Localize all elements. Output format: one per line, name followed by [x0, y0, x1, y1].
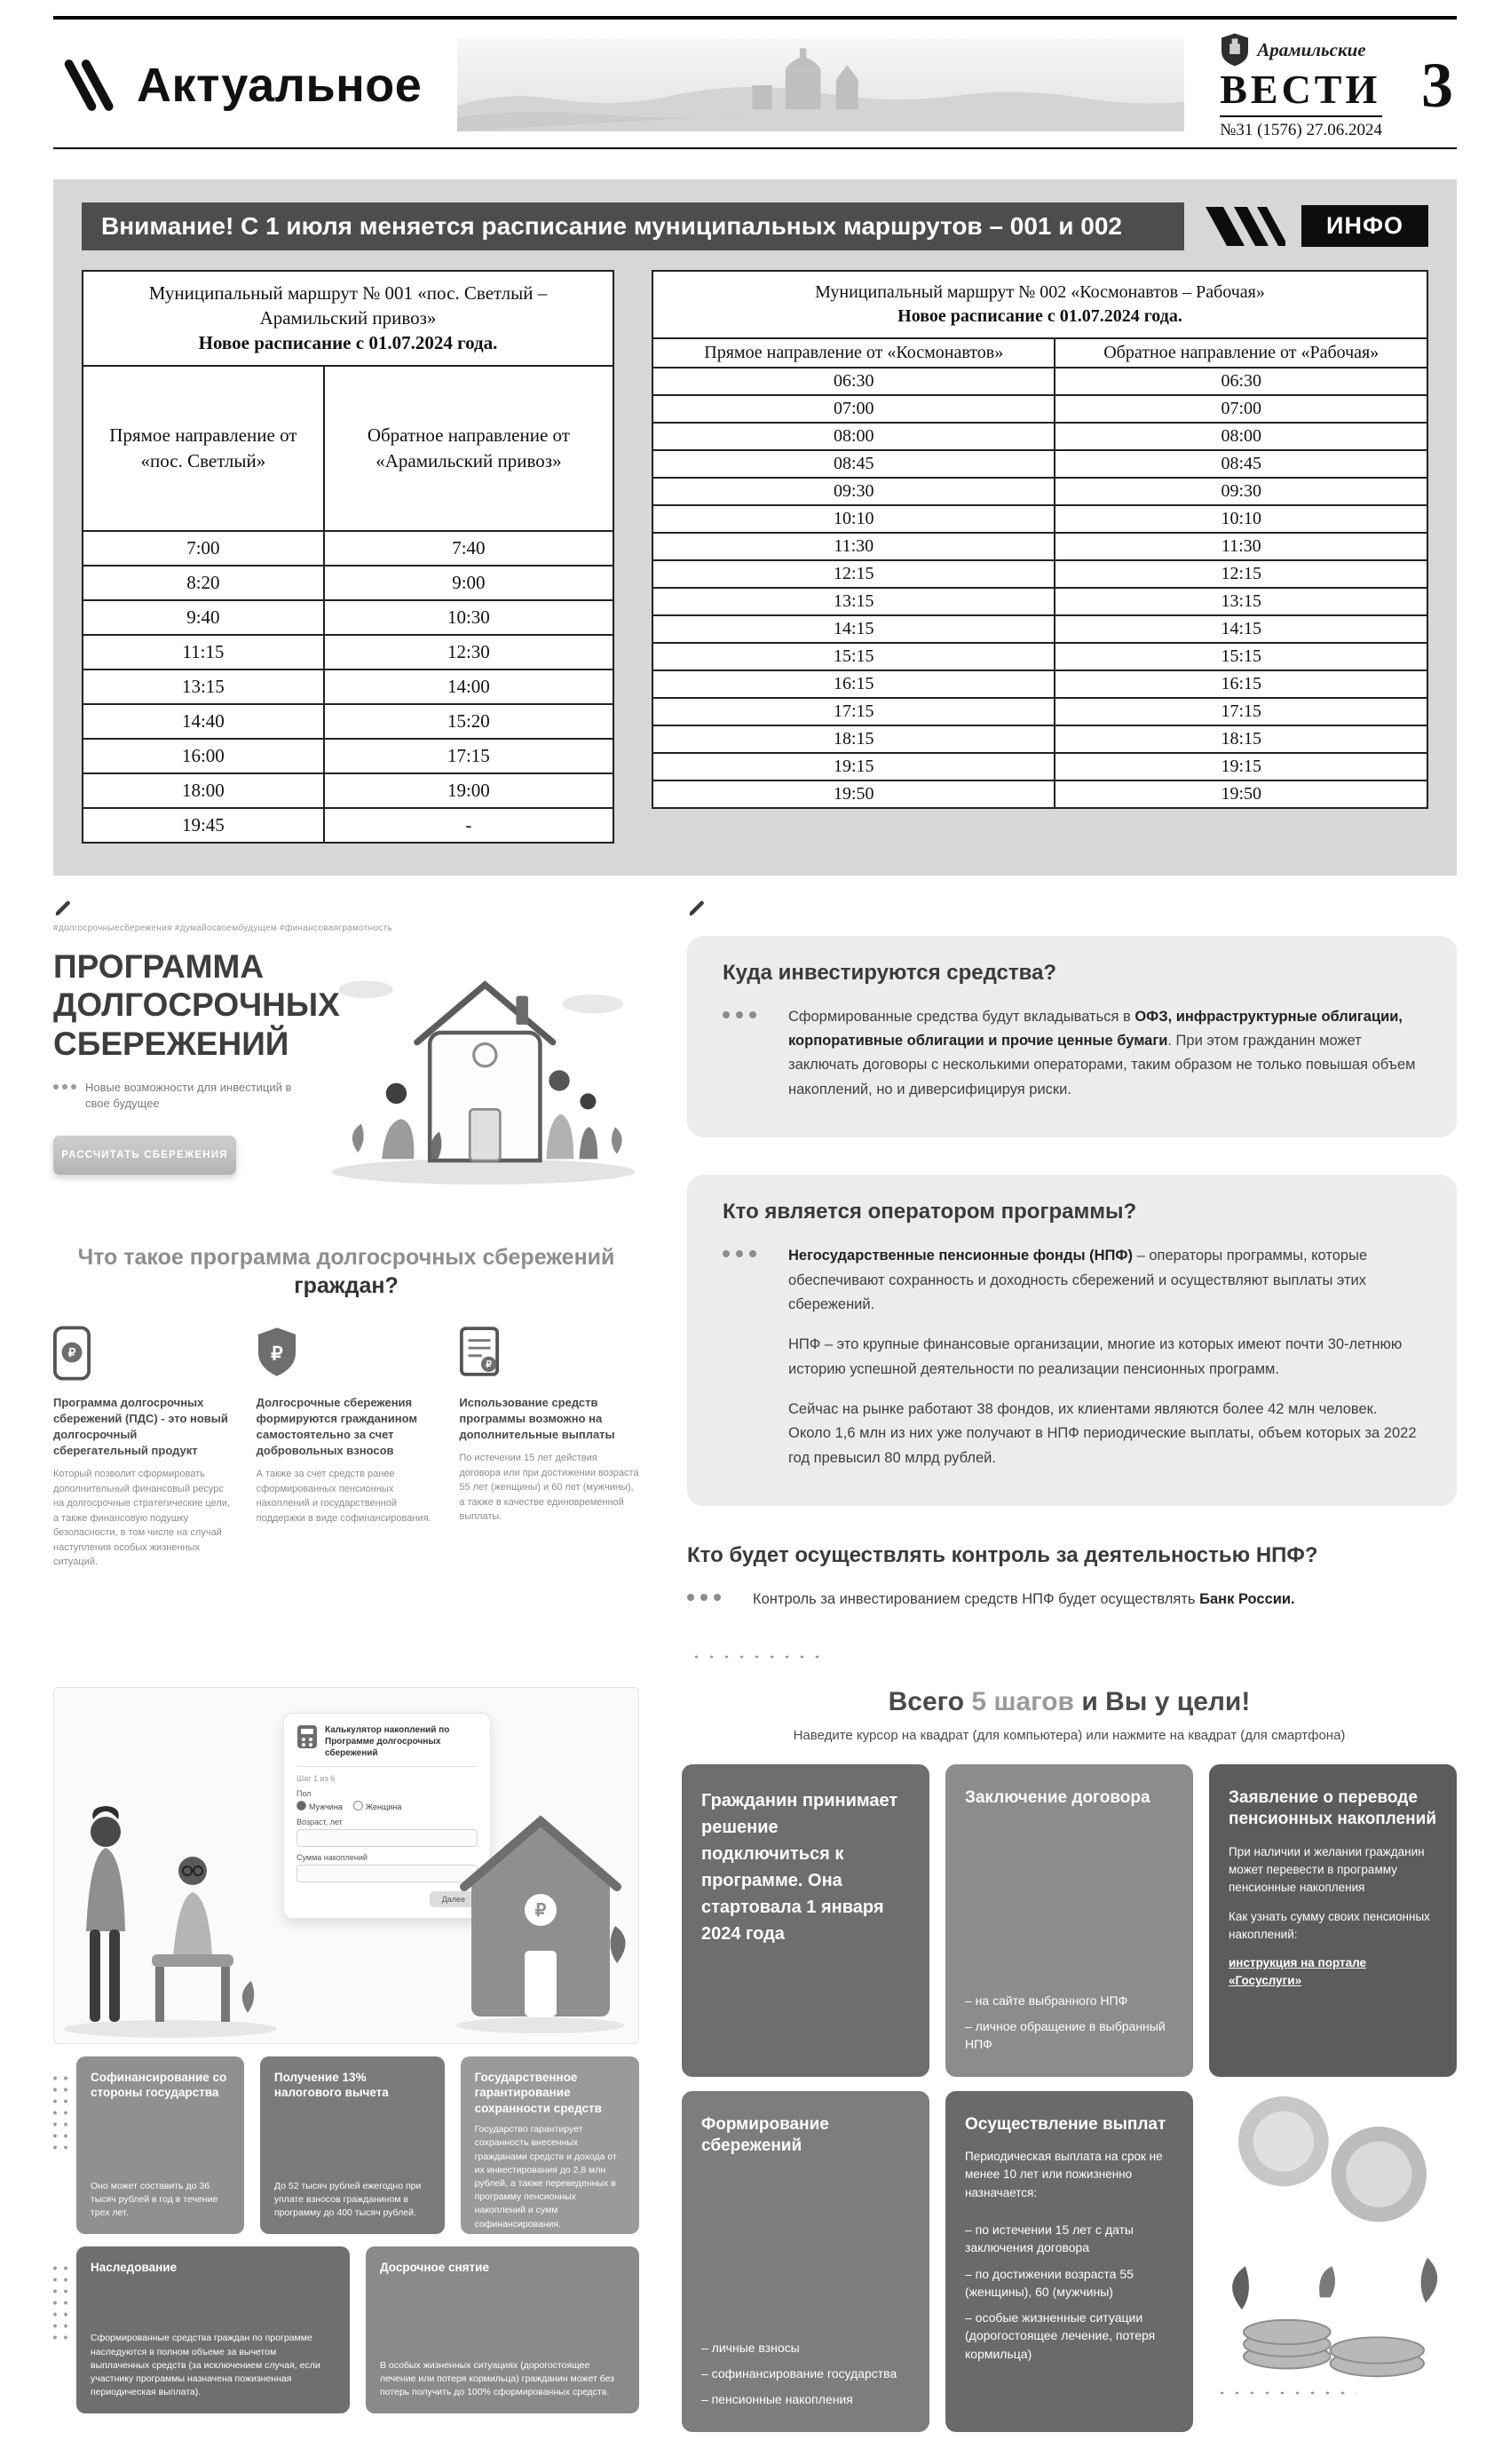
qa-panel-invest: [687, 936, 1457, 1138]
gender-label: Пол: [296, 1788, 312, 1798]
route-002-col1-header: Прямое направление от «Космонавтов»: [652, 338, 1055, 368]
calculator-title: Калькулятор накоплений по Программе долгосрочных сбережений: [325, 1724, 450, 1758]
table-row: [83, 531, 613, 566]
time-cell: 19:15: [1055, 753, 1427, 780]
route-001-times: [83, 531, 613, 843]
benefit-card-state-guarantee[interactable]: [461, 2056, 639, 2234]
time-cell: 11:30: [652, 533, 1055, 560]
time-cell: 10:10: [652, 505, 1055, 533]
steps-title: Всего 5 шагов и Вы у цели!: [888, 1686, 1251, 1716]
feature-text: Который позволит сформировать дополнительный финансовый ресурс на долгосрочные стратегические цели, а также финансовую подушку безопасности, в том числе на случай наступления особых жизненных ситуаций.: [53, 1469, 230, 1568]
time-cell: 14:40: [83, 704, 324, 739]
feature-title: Программа долгосрочных сбережений (ПДС) - это новый долгосрочный сберегательный продукт: [53, 1395, 228, 1458]
time-cell: 12:15: [1055, 560, 1427, 588]
time-cell: 19:45: [83, 808, 324, 843]
time-cell: 09:30: [1055, 478, 1427, 505]
benefits-row-1: [53, 2056, 639, 2234]
answer-text: Сформированные средства будут вкладываться в ОФЗ, инфраструктурные облигации, корпоративные облигации и прочие ценные бумаги. При этом гражданин может заключать договоры с несколькими операторами, таким образом не только повышая объем накоплений, но и диверсифицируя риски.: [788, 1008, 1416, 1097]
time-cell: 09:30: [652, 478, 1055, 505]
five-steps-section: [53, 1687, 1457, 2432]
step-card-pension-transfer[interactable]: [1209, 1764, 1457, 2077]
step-text: При наличии и желании гражданин может перевести в программу пенсионные накопления: [1229, 1844, 1425, 1895]
table-row: [83, 808, 613, 843]
time-cell: -: [324, 808, 613, 843]
step-title: Формирование сбережений: [701, 2114, 829, 2156]
question-heading: Куда инвестируются средства?: [723, 960, 1057, 985]
table-row: [652, 698, 1427, 725]
time-cell: 14:00: [324, 669, 613, 704]
route-002-header: [652, 271, 1427, 338]
sum-input[interactable]: [296, 1865, 478, 1882]
feature-text: По истечении 15 лет действия договора или при достижении возраста 55 лет (женщины) и 60 лет (мужчины), а также в качестве единовременной выплаты.: [459, 1453, 639, 1523]
steps-right-column: [682, 1687, 1457, 2432]
time-cell: 18:15: [652, 725, 1055, 753]
step-card-contract[interactable]: [945, 1764, 1193, 2077]
step-card-savings-formation[interactable]: [682, 2091, 929, 2432]
step-bullet: – личные взносы: [701, 2340, 800, 2355]
table-row: [83, 739, 613, 773]
step-bullet: – по достижении возраста 55 (женщины), 60 (мужчины): [965, 2266, 1134, 2299]
coins-illustration-cell: [1209, 2091, 1457, 2386]
step-card-decision[interactable]: [682, 1764, 929, 2077]
benefit-card-tax-deduction[interactable]: [260, 2056, 445, 2234]
benefit-title: Софинансирование со стороны государства: [91, 2070, 227, 2100]
dotted-decoration: [50, 2262, 71, 2344]
route-002-col2-header: Обратное направление от «Рабочая»: [1055, 338, 1427, 368]
step-title: Заключение договора: [965, 1787, 1150, 1807]
dotted-decoration: [1214, 2388, 1356, 2398]
table-row: [652, 615, 1427, 643]
time-cell: 7:00: [83, 531, 324, 566]
steps-subtitle: Наведите курсор на квадрат (для компьютера) или нажмите на квадрат (для смартфона): [793, 1727, 1346, 1743]
time-cell: 19:50: [1055, 780, 1427, 808]
route-002-times: [652, 368, 1427, 808]
benefit-card-early-withdrawal[interactable]: [366, 2246, 639, 2413]
time-cell: 14:15: [652, 615, 1055, 643]
benefit-text: Сформированные средства граждан по программе наследуются в полном объеме за вычетом выплаченных средств (за исключением случая, если участнику программы назначена пожизненная периодическая выплата).: [91, 2333, 320, 2398]
bullet-dots-icon: [53, 1080, 76, 1089]
table-row: [83, 600, 613, 635]
phone-ruble-icon: [53, 1326, 91, 1381]
table-row: [652, 395, 1427, 423]
table-row: [652, 588, 1427, 615]
hashtags: #долгосрочныесбережения #думайосвоембудущем #финансоваяграмотность: [53, 923, 393, 933]
time-cell: 19:50: [652, 780, 1055, 808]
dotted-decoration: [689, 1652, 822, 1662]
feature-text: А также за счет средств ранее сформированных пенсионных накоплений и государственной поддержки в виде софинансирования.: [256, 1469, 431, 1524]
benefit-text: Государство гарантирует сохранность внесенных гражданами средств и дохода от их инвестирования до 2,8 млн рублей, а также переведенных в программу пенсионных накоплений и сумм софинансирования.: [474, 2124, 617, 2230]
shield-ruble-icon: [257, 1326, 297, 1379]
calculator-step-label: Шаг 1 из 6: [296, 1773, 336, 1783]
route-001-col2-header: Обратное направление от «Арамильский привоз»: [324, 366, 613, 531]
benefit-card-cofinancing[interactable]: [76, 2056, 244, 2234]
question-heading: Кто является оператором программы?: [723, 1200, 1137, 1224]
time-cell: 07:00: [1055, 395, 1427, 423]
pen-icon: [687, 899, 707, 918]
info-badge: ИНФО: [1301, 205, 1428, 247]
gosuslugi-link[interactable]: инструкция на портале «Госуслуги»: [1229, 1956, 1367, 1988]
route-002-table: [652, 270, 1428, 809]
step-bullet: – личное обращение в выбранный НПФ: [965, 2018, 1166, 2052]
pen-icon: [53, 899, 73, 918]
page-number: 3: [1421, 49, 1453, 121]
radio-male[interactable]: Мужчина: [296, 1801, 343, 1811]
table-row: [652, 753, 1427, 780]
program-title: ПРОГРАММА ДОЛГОСРОЧНЫХ СБЕРЕЖЕНИЙ: [53, 947, 340, 1062]
time-cell: 9:00: [324, 566, 613, 600]
svg-text:₽: ₽: [486, 1359, 493, 1370]
time-cell: 08:00: [1055, 423, 1427, 450]
time-cell: 17:15: [1055, 698, 1427, 725]
table-row: [652, 560, 1427, 588]
time-cell: 13:15: [1055, 588, 1427, 615]
benefit-text: Оно может составить до 36 тысяч рублей в год в течение трех лет.: [91, 2180, 218, 2219]
step-bullet: – особые жизненные ситуации (дорогостоящее лечение, потеря кормильца): [965, 2310, 1156, 2361]
time-cell: 16:15: [1055, 670, 1427, 698]
table-row: [652, 423, 1427, 450]
time-cell: 8:20: [83, 566, 324, 600]
qa-column: [687, 899, 1457, 1662]
savings-program-section: [53, 899, 1457, 1662]
time-cell: 11:15: [83, 635, 324, 669]
answer-dots-icon: [687, 1588, 753, 1628]
time-cell: 06:30: [1055, 368, 1427, 395]
time-cell: 19:15: [652, 753, 1055, 780]
masthead-photo: [457, 39, 1184, 131]
masthead: [53, 16, 1457, 147]
time-cell: 10:30: [324, 600, 613, 635]
info-stripes-icon: [1200, 207, 1285, 246]
timetable-section: [53, 179, 1457, 875]
step-text: Как узнать сумму своих пенсионных накоплений:: [1229, 1909, 1430, 1941]
step-bullet: – по истечении 15 лет с даты заключения договора: [965, 2222, 1134, 2255]
calculate-savings-button[interactable]: РАССЧИТАТЬ СБЕРЕЖЕНИЯ: [53, 1136, 236, 1175]
what-is-heading: Что такое программа долгосрочных сбережений граждан?: [77, 1244, 615, 1299]
answer-text: Контроль за инвестированием средств НПФ будет осуществлять Банк России.: [753, 1591, 1295, 1608]
table-row: [83, 566, 613, 600]
time-cell: 17:15: [652, 698, 1055, 725]
time-cell: 16:15: [652, 670, 1055, 698]
age-input[interactable]: [296, 1829, 478, 1847]
time-cell: 17:15: [324, 739, 613, 773]
qa-panel-operator: [687, 1175, 1457, 1506]
step-title: Осуществление выплат: [965, 2114, 1166, 2134]
program-intro-column: [53, 899, 639, 1662]
answer-dots-icon: [723, 1005, 788, 1119]
next-step-button[interactable]: Далее: [430, 1891, 478, 1907]
table-row: [83, 635, 613, 669]
route-001-header: [83, 271, 613, 366]
sum-label: Сумма накоплений: [296, 1852, 368, 1862]
step-bullet: – на сайте выбранного НПФ: [965, 1993, 1128, 2008]
route-001-table: [82, 270, 614, 844]
table-row: [652, 533, 1427, 560]
time-cell: 13:15: [652, 588, 1055, 615]
benefits-row-2: [53, 2246, 639, 2413]
time-cell: 14:15: [1055, 615, 1427, 643]
family-house-illustration: [320, 939, 639, 1206]
issue-number: №31 (1576) 27.06.2024: [1220, 115, 1382, 139]
step-text: Периодическая выплата на срок не менее 10 лет или пожизненно назначается:: [965, 2150, 1163, 2199]
brand-name: ВЕСТИ: [1220, 67, 1381, 112]
route-002-subtitle: Новое расписание с 01.07.2024 года.: [897, 305, 1182, 326]
table-row: [652, 643, 1427, 670]
program-feature-card: [459, 1326, 639, 1570]
svg-text:₽: ₽: [67, 1345, 76, 1359]
age-label: Возраст, лет: [296, 1817, 343, 1826]
table-row: [652, 780, 1427, 808]
step-title: Заявление о переводе пенсионных накоплений: [1229, 1787, 1437, 1829]
time-cell: 9:40: [83, 600, 324, 635]
steps-left-column: [53, 1687, 639, 2432]
time-cell: 08:45: [652, 450, 1055, 478]
answer-dots-icon: [723, 1244, 788, 1486]
time-cell: 16:00: [83, 739, 324, 773]
calculator-illustration: [53, 1687, 639, 2044]
route-002-title: Муниципальный маршрут № 002 «Космонавтов – Рабочая»: [815, 281, 1265, 302]
crest-icon: [1220, 32, 1250, 67]
house-illustration: [452, 1768, 629, 2034]
attention-banner: Внимание! С 1 июля меняется расписание муниципальных маршрутов – 001 и 002: [82, 202, 1184, 250]
table-row: [652, 670, 1427, 698]
question-heading: Кто будет осуществлять контроль за деятельностью НПФ?: [687, 1543, 1318, 1568]
svg-text:₽: ₽: [534, 1900, 547, 1921]
program-feature-card: [53, 1326, 233, 1570]
benefit-title: Наследование: [91, 2260, 178, 2274]
section-slashes-icon: [57, 57, 114, 114]
radio-female[interactable]: Женщина: [353, 1801, 402, 1811]
benefit-title: Досрочное снятие: [380, 2260, 489, 2274]
route-001-title: Муниципальный маршрут № 001 «пос. Светлый – Арамильский привоз»: [148, 281, 548, 329]
time-cell: 15:15: [652, 643, 1055, 670]
table-row: [652, 725, 1427, 753]
route-001-col1-header: Прямое направление от «пос. Светлый»: [83, 366, 324, 531]
step-bullet: – софинансирование государства: [701, 2365, 897, 2381]
table-row: [652, 450, 1427, 478]
table-row: [83, 669, 613, 704]
route-001-subtitle: Новое расписание с 01.07.2024 года.: [198, 332, 498, 354]
dotted-decoration: [50, 2072, 71, 2154]
section-title: Актуальное: [137, 59, 423, 112]
table-row: [652, 505, 1427, 533]
brand-block: [1220, 32, 1382, 139]
time-cell: 13:15: [83, 669, 324, 704]
people-talking-illustration: [59, 1747, 281, 2040]
table-row: [83, 773, 613, 808]
answer-text: Негосударственные пенсионные фонды (НПФ) – операторы программы, которые обеспечивают сохранность и доходность сбережений и осуществляют выплаты этих сбережений. НПФ – это крупные финансовые организации, многие из которых имеют почти 30-летнюю историю успешной деятельности по реализации пенсионных программ. Сейчас на рынке работают 38 фондов, их клиентами являются более 42 млн человек. Около 1,6 млн из них уже получают в НПФ периодические выплаты, объем которых за 2022 год превысил 80 млрд рублей.: [788, 1248, 1417, 1466]
time-cell: 18:15: [1055, 725, 1427, 753]
benefit-card-inheritance[interactable]: [76, 2246, 350, 2413]
step-bullet: – пенсионные накопления: [701, 2392, 853, 2407]
benefit-title: Получение 13% налогового вычета: [273, 2070, 389, 2100]
table-row: [652, 368, 1427, 395]
time-cell: 7:40: [324, 531, 613, 566]
document-ruble-icon: [459, 1326, 500, 1377]
coins-illustration: [1209, 2091, 1457, 2386]
benefit-text: В особых жизненных ситуациях (дорогостоящее лечение или потеря кормильца) гражданин может без потерь получить до 100% сформированных средств.: [380, 2359, 614, 2398]
feature-title: Использование средств программы возможно на дополнительные выплаты: [459, 1395, 615, 1441]
time-cell: 15:15: [1055, 643, 1427, 670]
program-feature-card: [257, 1326, 437, 1570]
qa-control: [687, 1543, 1457, 1661]
brand-top: Арамильские: [1257, 38, 1366, 60]
time-cell: 12:30: [324, 635, 613, 669]
time-cell: 07:00: [652, 395, 1055, 423]
calculator-icon: [296, 1724, 318, 1749]
program-subtitle: Новые возможности для инвестиций в свое будущее: [85, 1080, 292, 1111]
time-cell: 12:15: [652, 560, 1055, 588]
time-cell: 08:45: [1055, 450, 1427, 478]
step-card-payouts[interactable]: [945, 2091, 1193, 2432]
church-photo-icon: [457, 39, 1184, 131]
benefit-title: Государственное гарантирование сохранности средств: [474, 2070, 602, 2115]
time-cell: 06:30: [652, 368, 1055, 395]
time-cell: 19:00: [324, 773, 613, 808]
table-row: [652, 478, 1427, 505]
feature-title: Долгосрочные сбережения формируются гражданином самостоятельно за счет добровольных взносов: [256, 1395, 417, 1458]
table-row: [83, 704, 613, 739]
time-cell: 15:20: [324, 704, 613, 739]
time-cell: 10:10: [1055, 505, 1427, 533]
benefit-text: До 52 тысяч рублей ежегодно при уплате взносов гражданином в программу до 400 тысяч рублей.: [273, 2180, 422, 2219]
step-text: Гражданин принимает решение подключиться к программе. Она стартовала 1 января 2024 года: [701, 1790, 898, 1944]
masthead-divider: [53, 147, 1457, 149]
time-cell: 18:00: [83, 773, 324, 808]
svg-text:₽: ₽: [270, 1343, 283, 1365]
time-cell: 11:30: [1055, 533, 1427, 560]
time-cell: 08:00: [652, 423, 1055, 450]
